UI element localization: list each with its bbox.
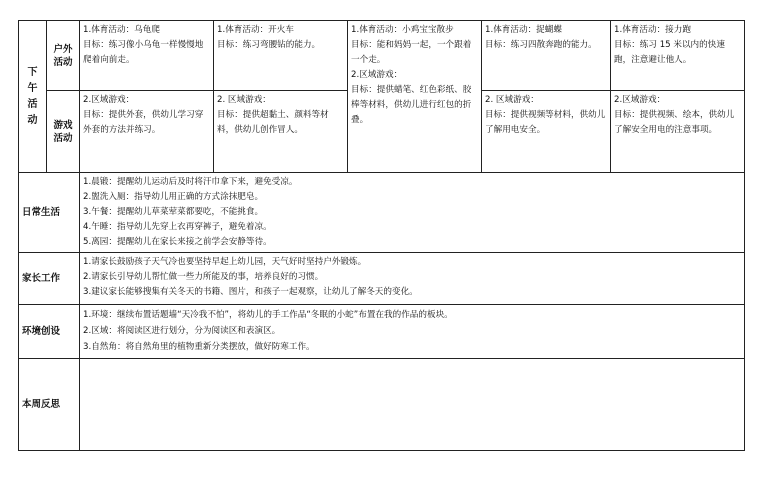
- parents-item: 2.请家长引导幼儿帮忙做一些力所能及的事，培养良好的习惯。: [83, 272, 324, 282]
- parents-label: 家长工作: [19, 253, 80, 305]
- outdoor-text-5: 1.体育活动：接力跑 目标：练习 15 米以内的快速跑，注意避让他人。: [614, 25, 725, 65]
- outdoor-text-3: 1.体育活动：小鸡宝宝散步 目标：能和妈妈一起，一个跟着一个走。: [351, 25, 472, 65]
- daily-life-label: 日常生活: [19, 173, 80, 253]
- afternoon-outdoor-row: [19, 21, 745, 91]
- game-text-5: 2.区域游戏： 目标：提供视频、绘本，供幼儿了解安全用电的注意事项。: [614, 95, 735, 135]
- game-text-1: 2.区域游戏： 目标：提供外套，供幼儿学习穿外套的方法并练习。: [83, 95, 204, 135]
- reflection-row: [19, 359, 745, 451]
- weekly-plan-sheet: [18, 20, 744, 464]
- daily-life-item: 5.离园：提醒幼儿在家长来接之前学会安静等待。: [83, 237, 272, 247]
- parents-content: [80, 253, 745, 305]
- outdoor-label: [47, 21, 80, 91]
- game-label-text: 游戏 活动: [53, 119, 73, 144]
- reflection-content[interactable]: [80, 359, 745, 451]
- game-label: [47, 91, 80, 173]
- afternoon-cell-3: [348, 21, 482, 173]
- outdoor-text-1: 1.体育活动：乌龟爬 目标：练习像小乌龟一样慢慢地爬着向前走。: [83, 25, 204, 65]
- game-cell-1: [80, 91, 214, 173]
- outdoor-text-4: 1.体育活动：捉蝴蝶 目标：练习四散奔跑的能力。: [485, 25, 597, 50]
- parents-item: 3.建议家长能够搜集有关冬天的书籍、图片，和孩子一起观察，让幼儿了解冬天的变化。: [83, 287, 418, 297]
- afternoon-label-text: 下 午 活 动: [27, 66, 38, 126]
- daily-life-item: 1.晨锻：提醒幼儿运动后及时将汗巾拿下来，避免受凉。: [83, 177, 298, 187]
- game-cell-2: [214, 91, 348, 173]
- environment-item: 3.自然角：将自然角里的植物重新分类摆放，做好防寒工作。: [83, 342, 315, 352]
- afternoon-label: [19, 21, 47, 173]
- weekly-plan-table: [18, 20, 745, 451]
- parents-item: 1.请家长鼓励孩子天气冷也要坚持早起上幼儿园，天气好时坚持户外锻炼。: [83, 257, 367, 267]
- environment-item: 2.区域：将阅读区进行划分，分为阅读区和表演区。: [83, 326, 281, 336]
- parents-row: [19, 253, 745, 305]
- environment-label: 环境创设: [19, 305, 80, 359]
- reflection-label: 本周反思: [19, 359, 80, 451]
- outdoor-text-2: 1.体育活动：开火车 目标：练习弯腰钻的能力。: [217, 25, 321, 50]
- daily-life-item: 3.午餐：提醒幼儿草菜荤菜都要吃，不能挑食。: [83, 207, 264, 217]
- outdoor-cell-2: [214, 21, 348, 91]
- daily-life-content: [80, 173, 745, 253]
- game-text-4: 2. 区域游戏： 目标：提供视频等材料，供幼儿了解用电安全。: [485, 95, 606, 135]
- environment-content: [80, 305, 745, 359]
- game-cell-5: [611, 91, 745, 173]
- environment-item: 1.环境：继续布置话题墙“天冷我不怕”，将幼儿的手工作品“冬眠的小蛇”布置在我的作品的板块。: [83, 310, 453, 320]
- outdoor-label-text: 户外 活动: [53, 43, 73, 68]
- game-text-2: 2. 区域游戏： 目标：提供超黏土、颜料等材料，供幼儿创作冒人。: [217, 95, 329, 135]
- outdoor-cell-1: [80, 21, 214, 91]
- game-text-3: 2.区域游戏： 目标：提供蜡笔、红色彩纸、胶棒等材料，供幼儿进行红包的折叠。: [351, 70, 472, 125]
- daily-life-row: [19, 173, 745, 253]
- outdoor-cell-5: [611, 21, 745, 91]
- outdoor-cell-4: [482, 21, 611, 91]
- daily-life-item: 2.盥洗入厕：指导幼儿用正确的方式涂抹肥皂。: [83, 192, 264, 202]
- game-cell-4: [482, 91, 611, 173]
- daily-life-item: 4.午睡：指导幼儿先穿上衣再穿裤子，避免着凉。: [83, 222, 272, 232]
- environment-row: [19, 305, 745, 359]
